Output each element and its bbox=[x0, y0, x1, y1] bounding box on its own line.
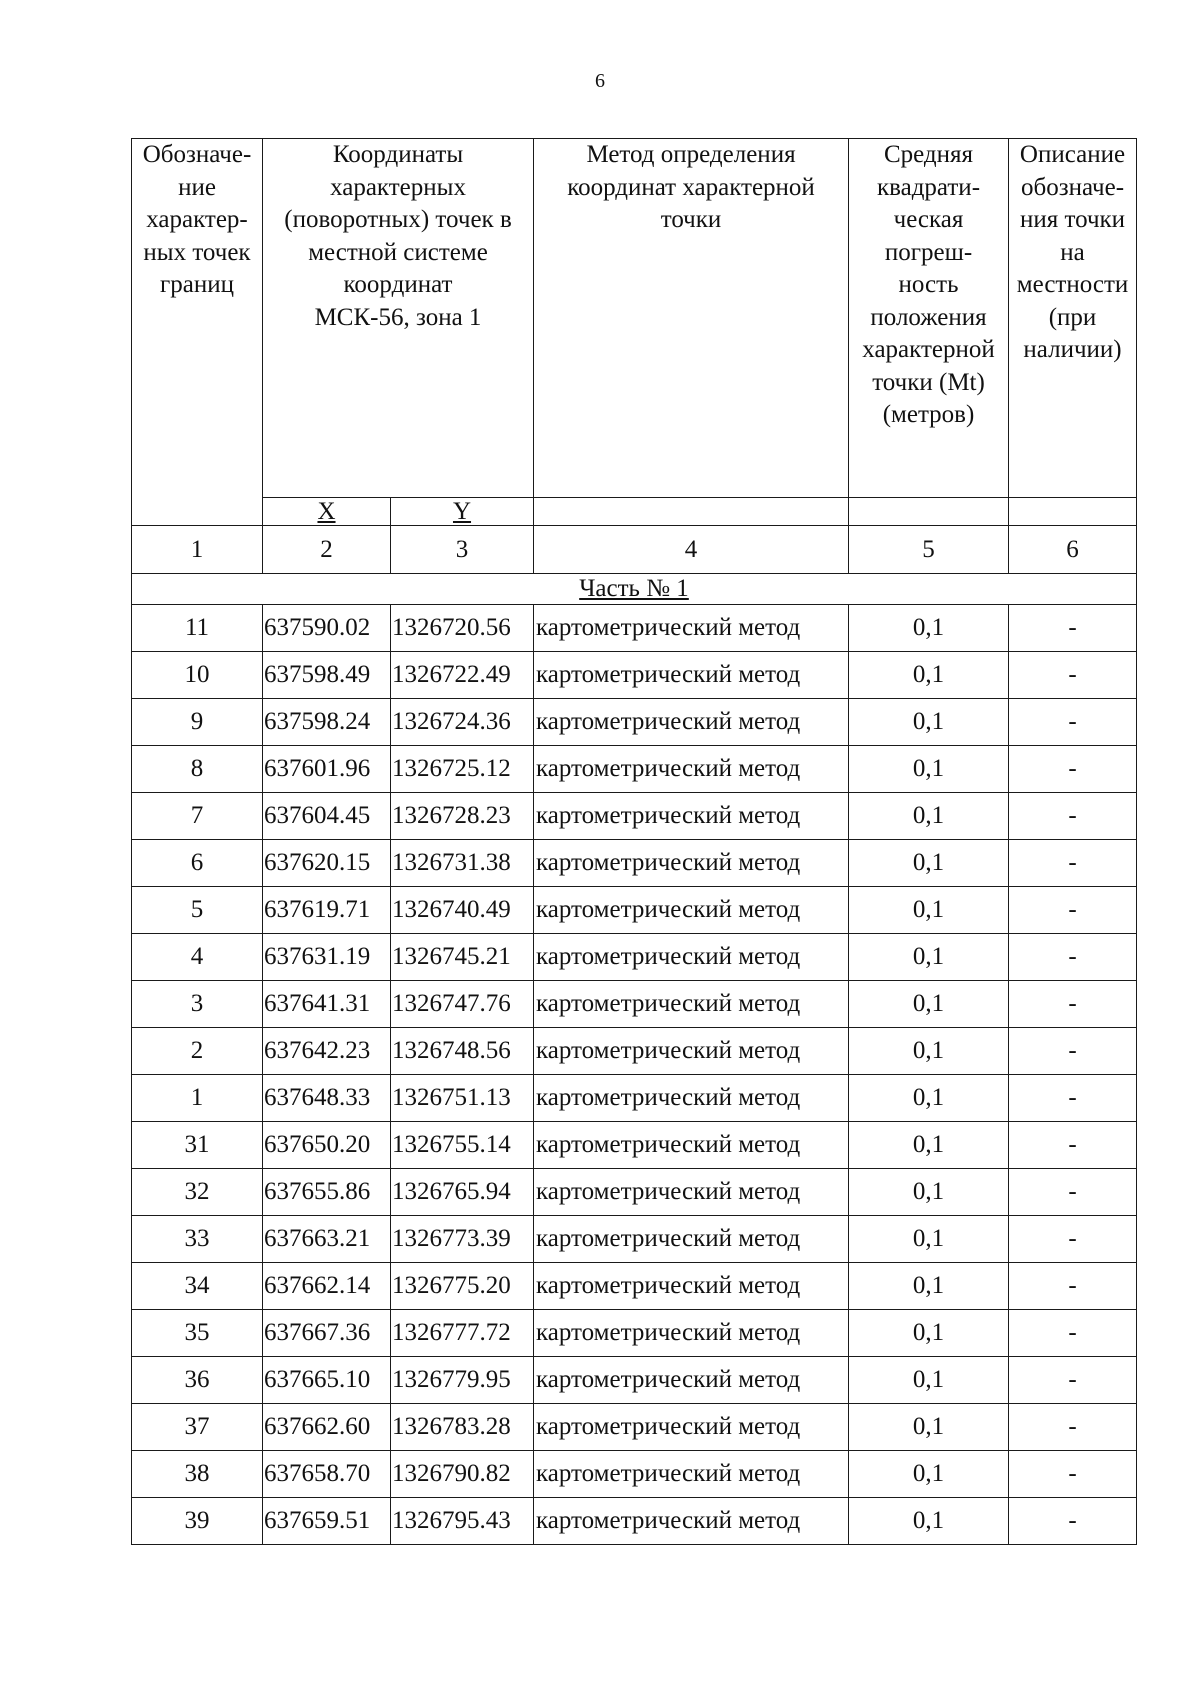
header-point-designation: Обозначе- ние характер- ных точек границ bbox=[132, 139, 263, 526]
point-cell: 31 bbox=[132, 1122, 263, 1169]
header-point-description: Описание обозначе- ния точки на местности (при наличии) bbox=[1009, 139, 1137, 498]
error-cell: 0,1 bbox=[849, 934, 1009, 981]
description-cell: - bbox=[1009, 1310, 1137, 1357]
point-cell: 8 bbox=[132, 746, 263, 793]
point-cell: 5 bbox=[132, 887, 263, 934]
column-number: 2 bbox=[263, 526, 391, 574]
point-cell: 34 bbox=[132, 1263, 263, 1310]
method-cell: картометрический метод bbox=[534, 1169, 849, 1216]
error-cell: 0,1 bbox=[849, 981, 1009, 1028]
point-cell: 38 bbox=[132, 1451, 263, 1498]
method-cell: картометрический метод bbox=[534, 1122, 849, 1169]
table-row bbox=[132, 1169, 1137, 1216]
x-coordinate-cell: 637658.70 bbox=[263, 1451, 391, 1498]
error-cell: 0,1 bbox=[849, 699, 1009, 746]
point-cell: 4 bbox=[132, 934, 263, 981]
method-cell: картометрический метод bbox=[534, 1075, 849, 1122]
table-row bbox=[132, 1075, 1137, 1122]
x-coordinate-cell: 637641.31 bbox=[263, 981, 391, 1028]
y-coordinate-cell: 1326725.12 bbox=[391, 746, 534, 793]
description-cell: - bbox=[1009, 1404, 1137, 1451]
y-coordinate-cell: 1326748.56 bbox=[391, 1028, 534, 1075]
error-cell: 0,1 bbox=[849, 1169, 1009, 1216]
description-cell: - bbox=[1009, 840, 1137, 887]
table-row bbox=[132, 1263, 1137, 1310]
y-coordinate-cell: 1326783.28 bbox=[391, 1404, 534, 1451]
error-cell: 0,1 bbox=[849, 1357, 1009, 1404]
y-coordinate-cell: 1326777.72 bbox=[391, 1310, 534, 1357]
description-cell: - bbox=[1009, 652, 1137, 699]
description-cell: - bbox=[1009, 1169, 1137, 1216]
table-row bbox=[132, 1310, 1137, 1357]
point-cell: 7 bbox=[132, 793, 263, 840]
description-cell: - bbox=[1009, 1451, 1137, 1498]
x-coordinate-cell: 637667.36 bbox=[263, 1310, 391, 1357]
y-coordinate-cell: 1326775.20 bbox=[391, 1263, 534, 1310]
y-coordinate-cell: 1326724.36 bbox=[391, 699, 534, 746]
error-cell: 0,1 bbox=[849, 652, 1009, 699]
description-cell: - bbox=[1009, 699, 1137, 746]
method-cell: картометрический метод bbox=[534, 1451, 849, 1498]
method-cell: картометрический метод bbox=[534, 652, 849, 699]
y-coordinate-cell: 1326720.56 bbox=[391, 605, 534, 652]
x-coordinate-cell: 637598.49 bbox=[263, 652, 391, 699]
x-coordinate-cell: 637604.45 bbox=[263, 793, 391, 840]
method-cell: картометрический метод bbox=[534, 934, 849, 981]
table-row bbox=[132, 652, 1137, 699]
table-row bbox=[132, 1357, 1137, 1404]
column-number: 6 bbox=[1009, 526, 1137, 574]
method-cell: картометрический метод bbox=[534, 1216, 849, 1263]
x-coordinate-cell: 637650.20 bbox=[263, 1122, 391, 1169]
description-cell: - bbox=[1009, 793, 1137, 840]
description-cell: - bbox=[1009, 1075, 1137, 1122]
table-row bbox=[132, 1028, 1137, 1075]
header-x: X bbox=[263, 498, 391, 526]
method-cell: картометрический метод bbox=[534, 1357, 849, 1404]
x-coordinate-cell: 637598.24 bbox=[263, 699, 391, 746]
table-row bbox=[132, 793, 1137, 840]
x-coordinate-cell: 637663.21 bbox=[263, 1216, 391, 1263]
error-cell: 0,1 bbox=[849, 1216, 1009, 1263]
error-cell: 0,1 bbox=[849, 1404, 1009, 1451]
error-cell: 0,1 bbox=[849, 605, 1009, 652]
table-row bbox=[132, 840, 1137, 887]
y-coordinate-cell: 1326722.49 bbox=[391, 652, 534, 699]
error-cell: 0,1 bbox=[849, 1075, 1009, 1122]
y-coordinate-cell: 1326751.13 bbox=[391, 1075, 534, 1122]
method-cell: картометрический метод bbox=[534, 746, 849, 793]
x-coordinate-cell: 637648.33 bbox=[263, 1075, 391, 1122]
description-cell: - bbox=[1009, 1498, 1137, 1545]
description-cell: - bbox=[1009, 1263, 1137, 1310]
part-row bbox=[132, 574, 1137, 605]
header-blank-5 bbox=[849, 498, 1009, 526]
error-cell: 0,1 bbox=[849, 746, 1009, 793]
x-coordinate-cell: 637620.15 bbox=[263, 840, 391, 887]
y-coordinate-cell: 1326745.21 bbox=[391, 934, 534, 981]
part-label: Часть № 1 bbox=[132, 574, 1137, 605]
method-cell: картометрический метод bbox=[534, 1028, 849, 1075]
method-cell: картометрический метод bbox=[534, 605, 849, 652]
error-cell: 0,1 bbox=[849, 1451, 1009, 1498]
table-row bbox=[132, 699, 1137, 746]
method-cell: картометрический метод bbox=[534, 840, 849, 887]
point-cell: 10 bbox=[132, 652, 263, 699]
error-cell: 0,1 bbox=[849, 1498, 1009, 1545]
point-cell: 11 bbox=[132, 605, 263, 652]
description-cell: - bbox=[1009, 1216, 1137, 1263]
y-coordinate-cell: 1326773.39 bbox=[391, 1216, 534, 1263]
method-cell: картометрический метод bbox=[534, 1404, 849, 1451]
method-cell: картометрический метод bbox=[534, 887, 849, 934]
table-row bbox=[132, 1498, 1137, 1545]
table-row bbox=[132, 1122, 1137, 1169]
table-body bbox=[132, 526, 1137, 1545]
header-blank-6 bbox=[1009, 498, 1137, 526]
x-coordinate-cell: 637662.14 bbox=[263, 1263, 391, 1310]
point-cell: 37 bbox=[132, 1404, 263, 1451]
point-cell: 9 bbox=[132, 699, 263, 746]
point-cell: 1 bbox=[132, 1075, 263, 1122]
x-coordinate-cell: 637659.51 bbox=[263, 1498, 391, 1545]
x-coordinate-cell: 637665.10 bbox=[263, 1357, 391, 1404]
y-coordinate-cell: 1326740.49 bbox=[391, 887, 534, 934]
method-cell: картометрический метод bbox=[534, 793, 849, 840]
point-cell: 35 bbox=[132, 1310, 263, 1357]
column-number: 5 bbox=[849, 526, 1009, 574]
error-cell: 0,1 bbox=[849, 1028, 1009, 1075]
x-coordinate-cell: 637619.71 bbox=[263, 887, 391, 934]
table-row bbox=[132, 1216, 1137, 1263]
header-coordinates: Координаты характерных (поворотных) точек в местной системе координат МСК-56, зона 1 bbox=[263, 139, 534, 498]
table-row bbox=[132, 1404, 1137, 1451]
point-cell: 3 bbox=[132, 981, 263, 1028]
y-coordinate-cell: 1326728.23 bbox=[391, 793, 534, 840]
x-coordinate-cell: 637601.96 bbox=[263, 746, 391, 793]
method-cell: картометрический метод bbox=[534, 1310, 849, 1357]
table-row bbox=[132, 887, 1137, 934]
header-method: Метод определения координат характерной точки bbox=[534, 139, 849, 498]
description-cell: - bbox=[1009, 981, 1137, 1028]
header-y: Y bbox=[391, 498, 534, 526]
point-cell: 32 bbox=[132, 1169, 263, 1216]
y-coordinate-cell: 1326790.82 bbox=[391, 1451, 534, 1498]
x-coordinate-cell: 637631.19 bbox=[263, 934, 391, 981]
header-mean-square-error: Средняя квадрати- ческая погреш- ность положения характерной точки (Mt) (метров) bbox=[849, 139, 1009, 498]
table-row bbox=[132, 605, 1137, 652]
header-blank-4 bbox=[534, 498, 849, 526]
page-number: 6 bbox=[595, 70, 605, 92]
description-cell: - bbox=[1009, 1122, 1137, 1169]
table-row bbox=[132, 746, 1137, 793]
column-number: 3 bbox=[391, 526, 534, 574]
method-cell: картометрический метод bbox=[534, 1263, 849, 1310]
y-coordinate-cell: 1326795.43 bbox=[391, 1498, 534, 1545]
error-cell: 0,1 bbox=[849, 840, 1009, 887]
x-coordinate-cell: 637590.02 bbox=[263, 605, 391, 652]
point-cell: 6 bbox=[132, 840, 263, 887]
description-cell: - bbox=[1009, 605, 1137, 652]
column-number: 1 bbox=[132, 526, 263, 574]
table-row bbox=[132, 981, 1137, 1028]
method-cell: картометрический метод bbox=[534, 1498, 849, 1545]
description-cell: - bbox=[1009, 1028, 1137, 1075]
method-cell: картометрический метод bbox=[534, 699, 849, 746]
error-cell: 0,1 bbox=[849, 1122, 1009, 1169]
point-cell: 39 bbox=[132, 1498, 263, 1545]
error-cell: 0,1 bbox=[849, 887, 1009, 934]
y-coordinate-cell: 1326765.94 bbox=[391, 1169, 534, 1216]
point-cell: 33 bbox=[132, 1216, 263, 1263]
table-row bbox=[132, 934, 1137, 981]
description-cell: - bbox=[1009, 1357, 1137, 1404]
column-number-row bbox=[132, 526, 1137, 574]
x-coordinate-cell: 637655.86 bbox=[263, 1169, 391, 1216]
column-number: 4 bbox=[534, 526, 849, 574]
error-cell: 0,1 bbox=[849, 793, 1009, 840]
coordinates-table bbox=[131, 138, 1137, 1545]
error-cell: 0,1 bbox=[849, 1310, 1009, 1357]
description-cell: - bbox=[1009, 934, 1137, 981]
y-coordinate-cell: 1326779.95 bbox=[391, 1357, 534, 1404]
y-coordinate-cell: 1326755.14 bbox=[391, 1122, 534, 1169]
method-cell: картометрический метод bbox=[534, 981, 849, 1028]
point-cell: 2 bbox=[132, 1028, 263, 1075]
x-coordinate-cell: 637642.23 bbox=[263, 1028, 391, 1075]
description-cell: - bbox=[1009, 887, 1137, 934]
point-cell: 36 bbox=[132, 1357, 263, 1404]
error-cell: 0,1 bbox=[849, 1263, 1009, 1310]
x-coordinate-cell: 637662.60 bbox=[263, 1404, 391, 1451]
description-cell: - bbox=[1009, 746, 1137, 793]
table-row bbox=[132, 1451, 1137, 1498]
y-coordinate-cell: 1326731.38 bbox=[391, 840, 534, 887]
y-coordinate-cell: 1326747.76 bbox=[391, 981, 534, 1028]
